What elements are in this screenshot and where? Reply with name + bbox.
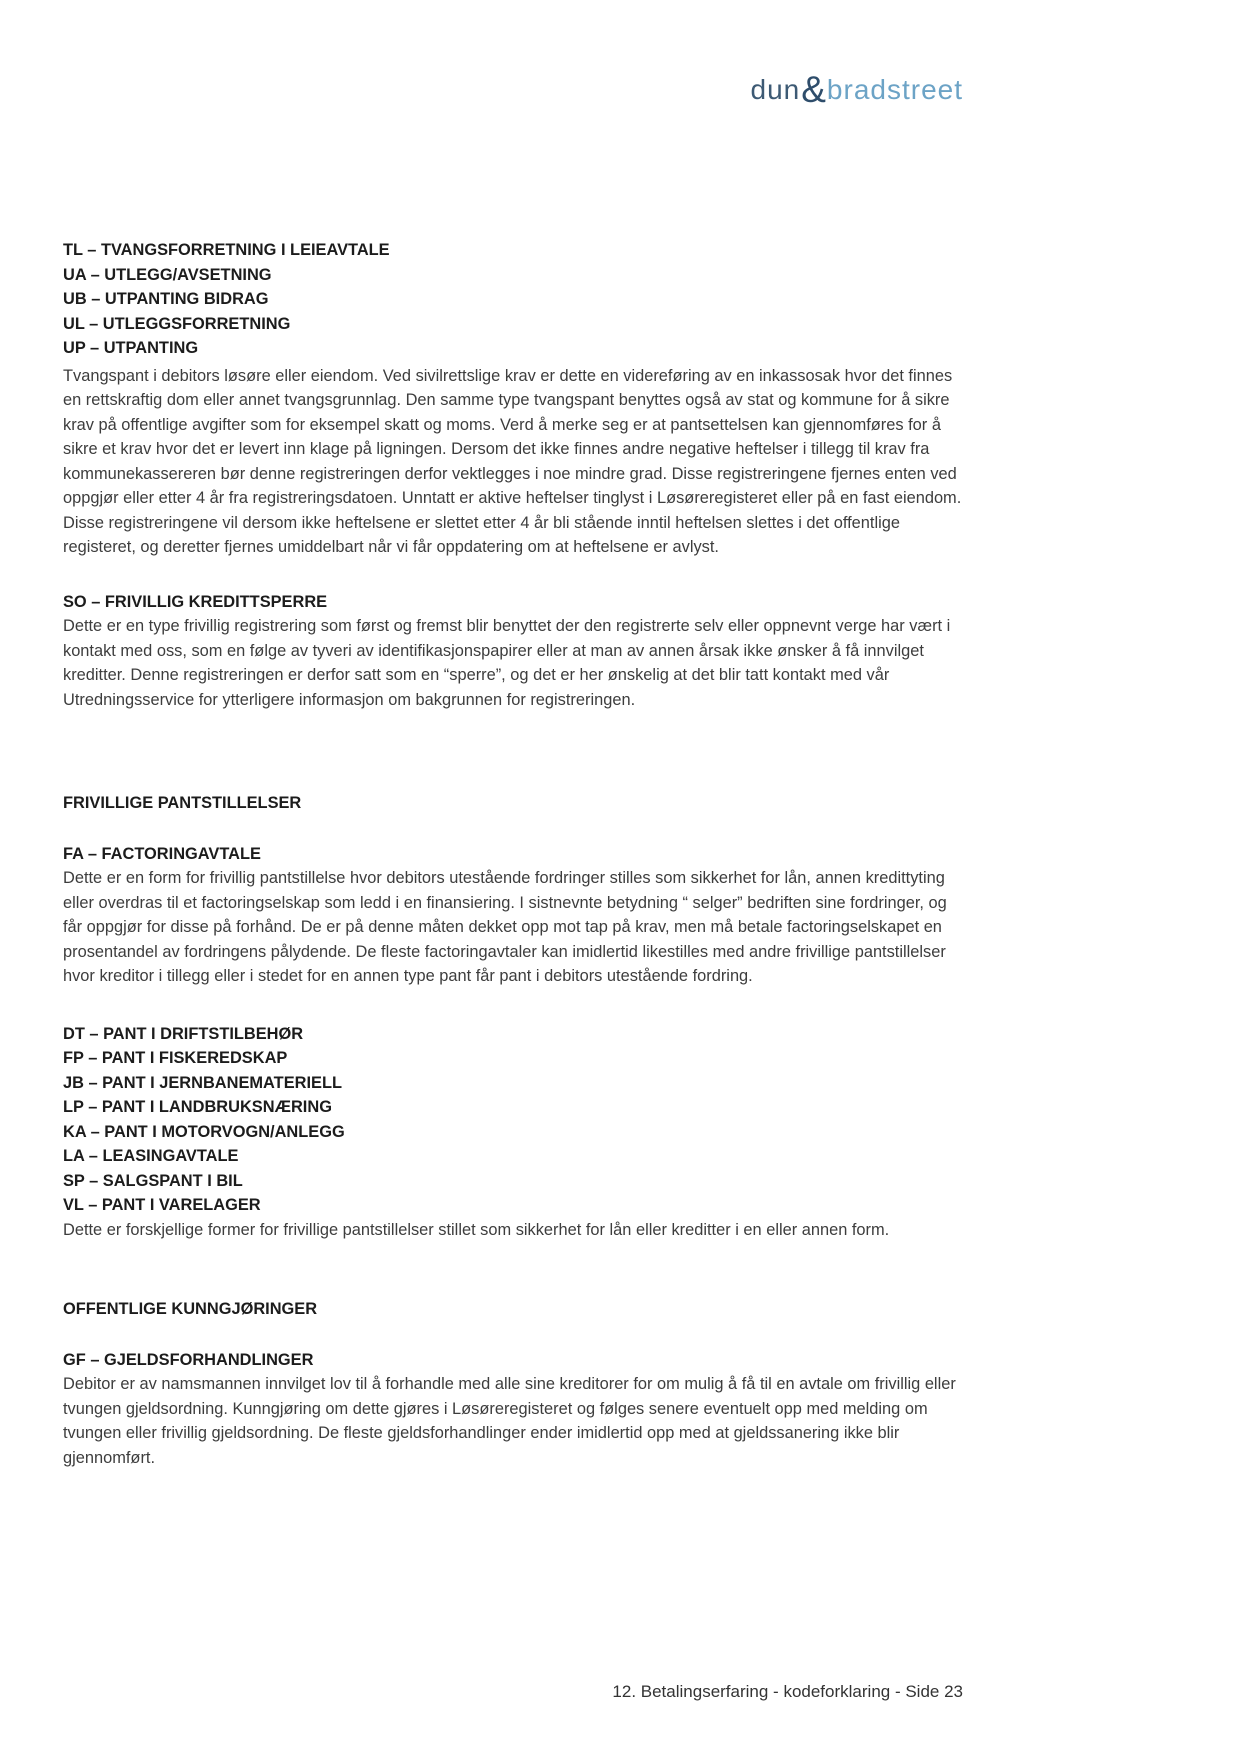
dun-bradstreet-logo xyxy=(63,0,963,115)
code-heading-gf: GF – GJELDSFORHANDLINGER xyxy=(63,1350,314,1369)
code-heading-jb: JB – PANT I JERNBANEMATERIELL xyxy=(63,1073,342,1092)
code-heading-tl: TL – TVANGSFORRETNING I LEIEAVTALE xyxy=(63,241,390,259)
logo-bradstreet-text: bradstreet xyxy=(826,74,963,105)
code-heading-ka: KA – PANT I MOTORVOGN/ANLEGG xyxy=(63,1122,345,1141)
code-heading-fp: FP – PANT I FISKEREDSKAP xyxy=(63,1049,288,1067)
logo-dun-text: dun xyxy=(750,74,801,105)
paragraph-tvangspant: Tvangspant i debitors løsøre eller eiendom. Ved sivilrettslige krav er dette en videreføring av en inkassosak hvor det finnes en rettskraftig dom eller annet tvangsgrunnlag. Den samme type tvangspant benyttes også av stat og kommune for å sikre krav på offentlige avgifter som for eksempel skatt og moms. Verd å merke seg er at pantsettelsen kan gjennomføres for å sikre et krav hvor det er levert inn klage på ligningen. Dersom det ikke finnes andre negative heftelser i tillegg til krav fra kommunekassereren bør denne registreringen derfor vektlegges i noe mindre grad. Disse registreringene fjernes enten ved oppgjør eller etter 4 år fra registreringsdatoen. Unntatt er aktive heftelser tinglyst i Løsøreregisteret eller på en fast eiendom. Disse registreringene vil dersom ikke heftelsene er slettet etter 4 år bli stående inntil heftelsen slettes i det offentlige registeret, og deretter fjernes umiddelbart når vi får oppdatering om at heftelsene er avlyst. xyxy=(63,366,962,556)
code-heading-la: LA – LEASINGAVTALE xyxy=(63,1147,239,1165)
code-heading-lp: LP – PANT I LANDBRUKSNÆRING xyxy=(63,1098,332,1116)
page-content xyxy=(63,0,963,1470)
code-heading-up: UP – UTPANTING xyxy=(63,339,199,357)
code-heading-group-tvangs xyxy=(63,238,963,361)
page-footer-text: 12. Betalingserfaring - kodeforklaring - Side 23 xyxy=(612,1682,963,1701)
paragraph-so: Dette er en type frivillig registrering som først og fremst blir benyttet der den registrerte selv eller oppnevnt verge har vært i kontakt med oss, som en følge av tyveri av identifikasjonspapirer eller at man av annen årsak ikke ønsker å få innvilget kreditter. Denne registreringen er derfor satt som en “sperre”, og det er her ønskelig at det blir tatt kontakt med vår Utredningsservice for ytterligere informasjon om bakgrunnen for registreringen. xyxy=(63,617,951,709)
code-heading-sp: SP – SALGSPANT I BIL xyxy=(63,1171,243,1190)
code-heading-dt: DT – PANT I DRIFTSTILBEHØR xyxy=(63,1024,304,1043)
paragraph-gf: Debitor er av namsmannen innvilget lov til å forhandle med alle sine kreditorer for om mulig å få til en avtale om frivillig eller tvungen gjeldsordning. Kunngjøring om dette gjøres i Løsøreregisteret og følges senere eventuelt opp med melding om tvungen eller frivillig gjeldsordning. De fleste gjeldsforhandlinger ender imidlertid opp med at gjeldssanering ikke blir gjennomført. xyxy=(63,1375,956,1467)
ampersand-icon: & xyxy=(801,69,826,110)
code-heading-ua: UA – UTLEGG/AVSETNING xyxy=(63,265,272,284)
code-heading-ul: UL – UTLEGGSFORRETNING xyxy=(63,314,291,333)
section-title-offentlige-kunngjoringer: OFFENTLIGE KUNNGJØRINGER xyxy=(63,1300,318,1318)
paragraph-fa: Dette er en form for frivillig pantstillelse hvor debitors utestående fordringer stilles som sikkerhet for lån, annen kredittyting eller overdras til et factoringselskap som ledd i en finansiering. I sistnevnte betydning “ selger” bedriften sine fordringer, og får oppgjør for disse på forhånd. De er på denne måten dekket opp mot tap på krav, men må betale factoringselskapet en prosentandel av fordringens pålydende. De fleste factoringavtaler kan imidlertid likestilles med andre frivillige pantstillelser hvor kreditor i tillegg eller i stedet for en annen type pant får pant i debitors utestående fordring. xyxy=(63,869,947,985)
code-heading-group-pant xyxy=(63,1022,963,1218)
paragraph-pant: Dette er forskjellige former for frivillige pantstillelser stillet som sikkerhet for lån eller kreditter i en eller annen form. xyxy=(63,1220,890,1239)
code-heading-so: SO – FRIVILLIG KREDITTSPERRE xyxy=(63,592,328,611)
code-heading-ub: UB – UTPANTING BIDRAG xyxy=(63,290,269,308)
code-heading-fa: FA – FACTORINGAVTALE xyxy=(63,844,261,863)
section-title-frivillige-pantstillelser: FRIVILLIGE PANTSTILLELSER xyxy=(63,794,302,812)
code-heading-vl: VL – PANT I VARELAGER xyxy=(63,1196,261,1214)
